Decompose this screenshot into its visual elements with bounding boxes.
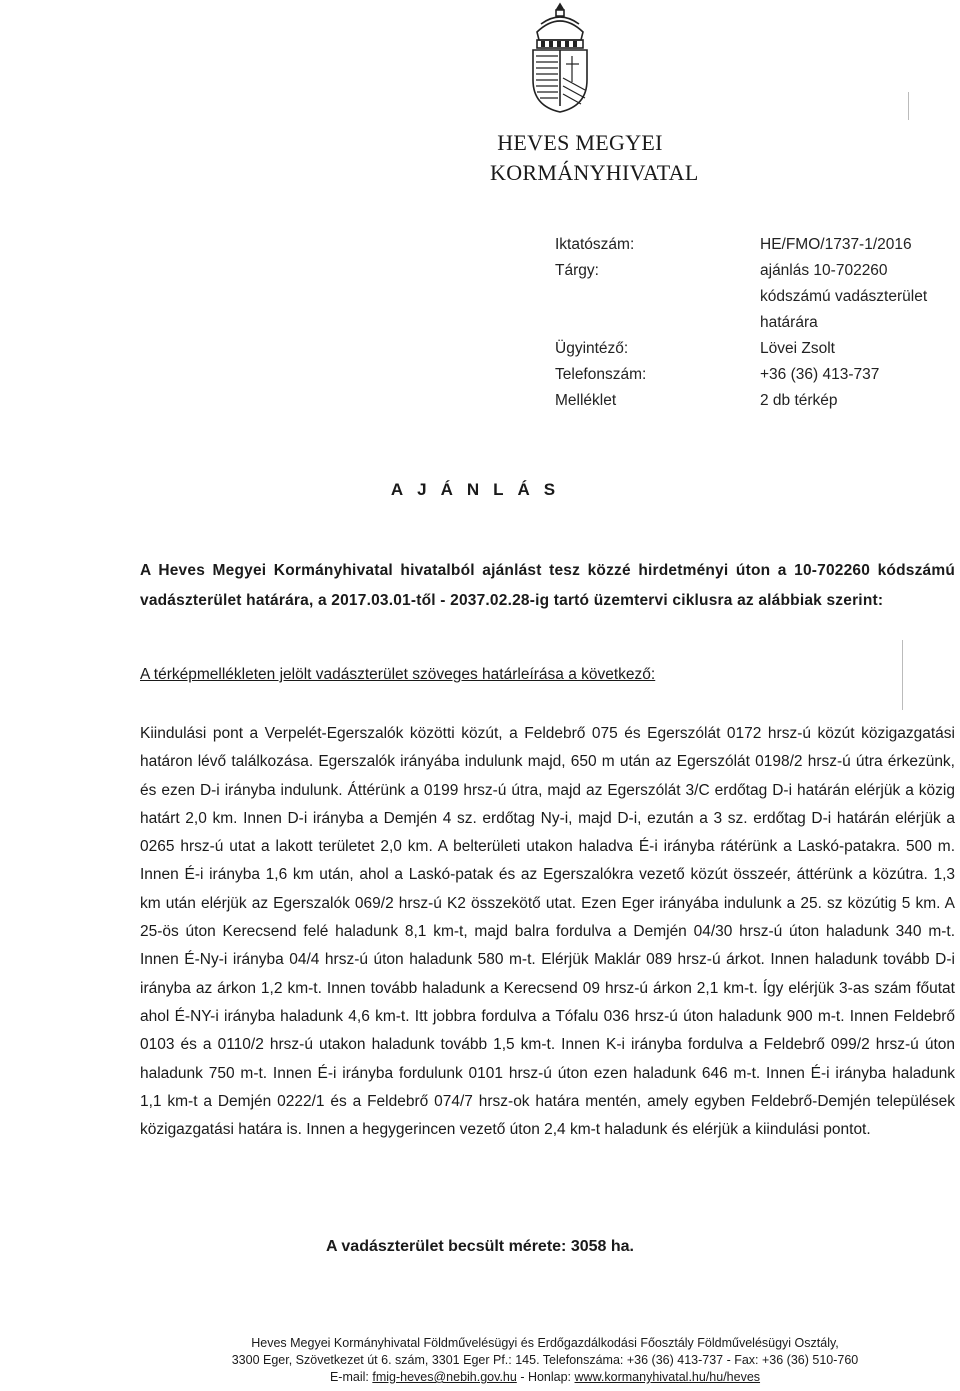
melleklet-value: 2 db térkép bbox=[760, 392, 838, 409]
meta-row-iktatoszam bbox=[555, 232, 955, 258]
scan-mark bbox=[902, 640, 903, 710]
footer-line2: 3300 Eger, Szövetkezet út 6. szám, 3301 Eger Pf.: 145. Telefonszáma: +36 (36) 413-737 - Fax: +36 (36) 510-760 bbox=[231, 1353, 859, 1367]
meta-row-melleklet bbox=[555, 388, 955, 414]
agency-name-line1: HEVES MEGYEI bbox=[497, 130, 663, 155]
scan-mark bbox=[908, 92, 909, 120]
iktatoszam-label: Iktatószám: bbox=[555, 236, 635, 253]
targy-value-line2: kódszámú vadászterület bbox=[760, 288, 928, 305]
document-metadata bbox=[555, 232, 955, 414]
telefon-value: +36 (36) 413-737 bbox=[760, 366, 880, 383]
homepage-label: - Honlap: bbox=[520, 1370, 572, 1384]
intro-paragraph: A Heves Megyei Kormányhivatal hivatalból ajánlást tesz közzé hirdetményi úton a 10-702260 kódszámú vadászterület határára, a 2017.03.01-től - 2037.02.28-ig tartó üzemtervi ciklusra az alábbiak szerint: bbox=[140, 562, 955, 609]
telefon-label: Telefonszám: bbox=[555, 366, 647, 383]
boundary-description: Kiindulási pont a Verpelét-Egerszalók közötti közút, a Feldebrő 075 és Egerszólát 0172 hrsz-ú közút közigazgatási határon lévő találkozása. Egerszalók irányába indulunk majd, 650 m után az Egerszólát 0198/2 hrsz-ú útra érkezünk, és ezen D-i irányba indulunk. Áttérünk a 0199 hrsz-ú útra, majd az Egerszólát 3/C erdőtag D-i határán elérjük a közig határt 2,0 km. Innen D-i irányba a Demjén 4 sz. erdőtag Ny-i, majd D-i, ezután a 3 sz. erdőtag D-i határán elérjük a 0265 hrsz-ú utat a lakott területet 2,0 km. A belterületi utakon haladva É-i irányba rátérünk a Laskó-patakra. 500 m. Innen É-i irányba 1,6 km után, ahol a Laskó-patak és az Egerszalókra vezető közút összeér, áttérünk a közútra. 1,3 km után elérjük az Egerszalók 069/2 hrsz-ú K2 összekötő utat. Ezen Eger irányába indulunk a 25. sz közútig 5 km. A 25-ös úton Kerecsend felé haladunk 8,1 km-t, majd balra fordulva a Demjén 04/30 hrsz-ú úton haladunk 340 m-t. Innen É-Ny-i irányba 04/4 hrsz-ú úton haladunk 580 m-t. Elérjük Maklár 089 hrsz-ú árkot. Innen haladunk tovább D-i irányba az árkon 1,2 km-t. Innen tovább haladunk a Kerecsend 09 hrsz-ú árkon 2,1 km-t. Így elérjük 3-as szám főutat ahol É-NY-i irányba haladunk 4,6 km-t. Itt jobbra fordulva a Tófalu 036 hrsz-ú úton haladunk 900 m-t. Innen Feldebrő 0103 és a 0110/2 hrsz-ú utakon haladunk tovább 1,5 km-t. Innen K-i irányba fordulva a Feldebrő 099/2 hrsz-ú úton haladunk 750 m-t. Innen É-i irányba fordulunk 0101 hrsz-ú úton ezen haladunk 646 m-t. Innen É-i irányba haladunk 1,1 km-t a Demjén 0222/1 és a Feldebrő 074/7 hrsz-ok határa mentén, amely egyben Feldebrő-Demjén települések közigazgatási határa is. Innen a hegygerincen vezető úton 2,4 km-t haladunk és elérjük a kiindulási pontot. bbox=[140, 725, 955, 1139]
ugyintezo-value: Lövei Zsolt bbox=[760, 340, 835, 357]
iktatoszam-value: HE/FMO/1737-1/2016 bbox=[760, 236, 912, 253]
email-link[interactable]: fmig-heves@nebih.gov.hu bbox=[372, 1370, 517, 1384]
meta-row-telefon bbox=[555, 362, 955, 388]
footer bbox=[160, 1335, 930, 1386]
ugyintezo-label: Ügyintéző: bbox=[555, 340, 629, 357]
footer-line1: Heves Megyei Kormányhivatal Földművelésügyi és Erdőgazdálkodási Főosztály Földművelésügyi Osztály, bbox=[251, 1336, 839, 1350]
footer-line3 bbox=[160, 1369, 930, 1386]
agency-name bbox=[490, 128, 699, 188]
document-heading: AJÁNLÁS bbox=[390, 480, 570, 499]
meta-row-targy bbox=[555, 258, 955, 284]
coat-of-arms-logo bbox=[523, 2, 597, 114]
targy-value-line1: ajánlás 10-702260 bbox=[760, 262, 888, 279]
email-label: E-mail: bbox=[329, 1370, 369, 1384]
meta-row-ugyintezo bbox=[555, 336, 955, 362]
boundary-subheading: A térképmellékleten jelölt vadászterület szöveges határleírása a következő: bbox=[140, 666, 656, 683]
targy-value-line3: határára bbox=[760, 314, 818, 331]
homepage-link[interactable]: www.kormanyhivatal.hu/hu/heves bbox=[574, 1370, 761, 1384]
area-size-statement: A vadászterület becsült mérete: 3058 ha. bbox=[326, 1238, 634, 1255]
melleklet-label: Melléklet bbox=[555, 392, 617, 409]
targy-label: Tárgy: bbox=[555, 262, 599, 279]
agency-name-line2: KORMÁNYHIVATAL bbox=[490, 160, 699, 185]
